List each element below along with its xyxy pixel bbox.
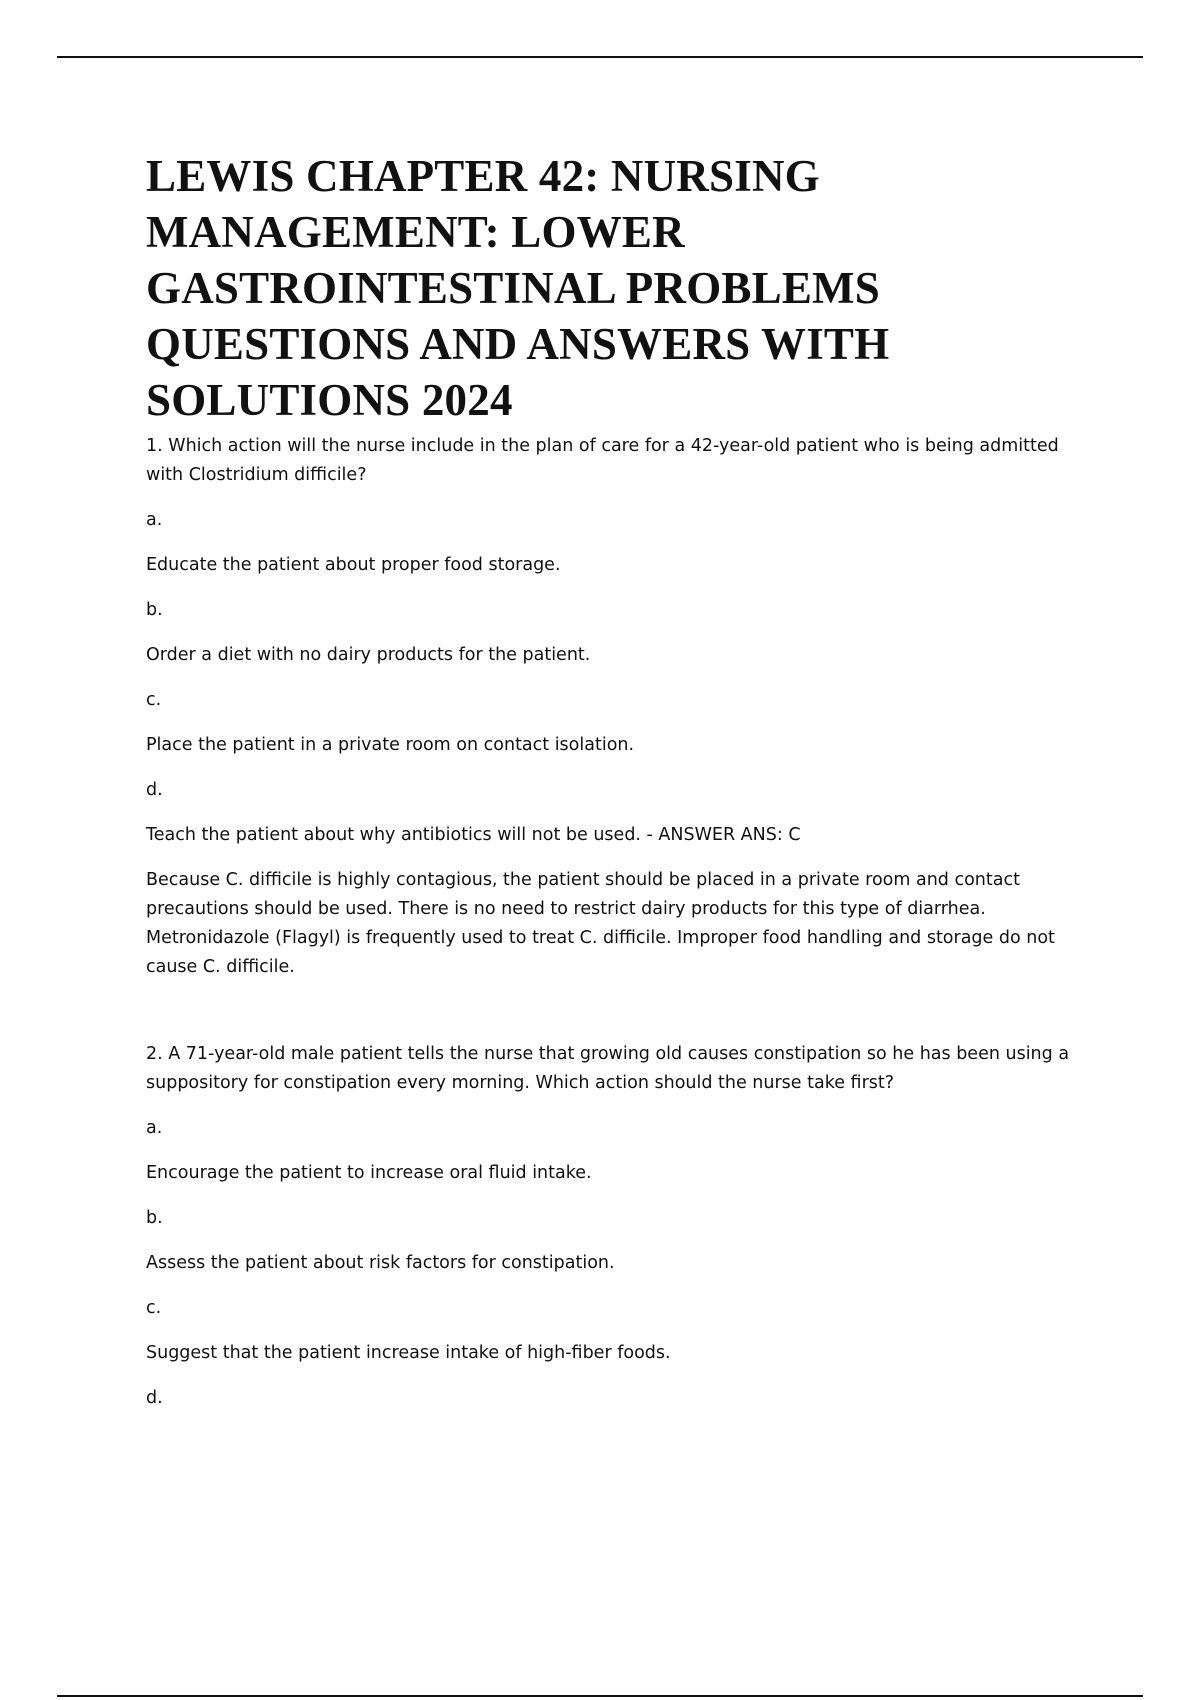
option-letter-d: d. bbox=[146, 1388, 163, 1408]
option-text-b: Assess the patient about risk factors for constipation. bbox=[146, 1253, 615, 1273]
question-1 bbox=[146, 432, 1096, 982]
question-2 bbox=[146, 1040, 1096, 1413]
option-text-a: Encourage the patient to increase oral fluid intake. bbox=[146, 1163, 592, 1183]
top-rule bbox=[57, 56, 1143, 58]
answer-explanation: Because C. difficile is highly contagious, the patient should be placed in a private room and contact precautions should be used. There is no need to restrict dairy products for this type of diarrhea. Metronidazole (Flagyl) is frequently used to treat C. difficile. Improper food handling and storage do not cause C. difficile. bbox=[146, 870, 1055, 977]
option-letter-a: a. bbox=[146, 510, 163, 530]
document-title: LEWIS CHAPTER 42: NURSING MANAGEMENT: LOWER GASTROINTESTINAL PROBLEMS QUESTIONS AND ANSWERS WITH SOLUTIONS 2024 bbox=[146, 151, 890, 425]
option-text-b: Order a diet with no dairy products for the patient. bbox=[146, 645, 591, 665]
option-letter-d: d. bbox=[146, 780, 163, 800]
option-letter-c: c. bbox=[146, 690, 162, 710]
option-letter-b: b. bbox=[146, 1208, 163, 1228]
option-text-d-with-answer: Teach the patient about why antibiotics will not be used. - ANSWER ANS: C bbox=[146, 825, 801, 845]
option-text-c: Suggest that the patient increase intake of high-fiber foods. bbox=[146, 1343, 671, 1363]
document-body bbox=[146, 148, 1096, 1413]
bottom-rule bbox=[57, 1695, 1143, 1697]
option-letter-c: c. bbox=[146, 1298, 162, 1318]
question-text: 1. Which action will the nurse include in the plan of care for a 42-year-old patient who is being admitted with Clostridium difficile? bbox=[146, 436, 1059, 485]
option-text-c: Place the patient in a private room on contact isolation. bbox=[146, 735, 635, 755]
option-text-a: Educate the patient about proper food storage. bbox=[146, 555, 561, 575]
option-letter-a: a. bbox=[146, 1118, 163, 1138]
option-letter-b: b. bbox=[146, 600, 163, 620]
question-text: 2. A 71-year-old male patient tells the nurse that growing old causes constipation so he has been using a suppository for constipation every morning. Which action should the nurse take first? bbox=[146, 1044, 1070, 1093]
